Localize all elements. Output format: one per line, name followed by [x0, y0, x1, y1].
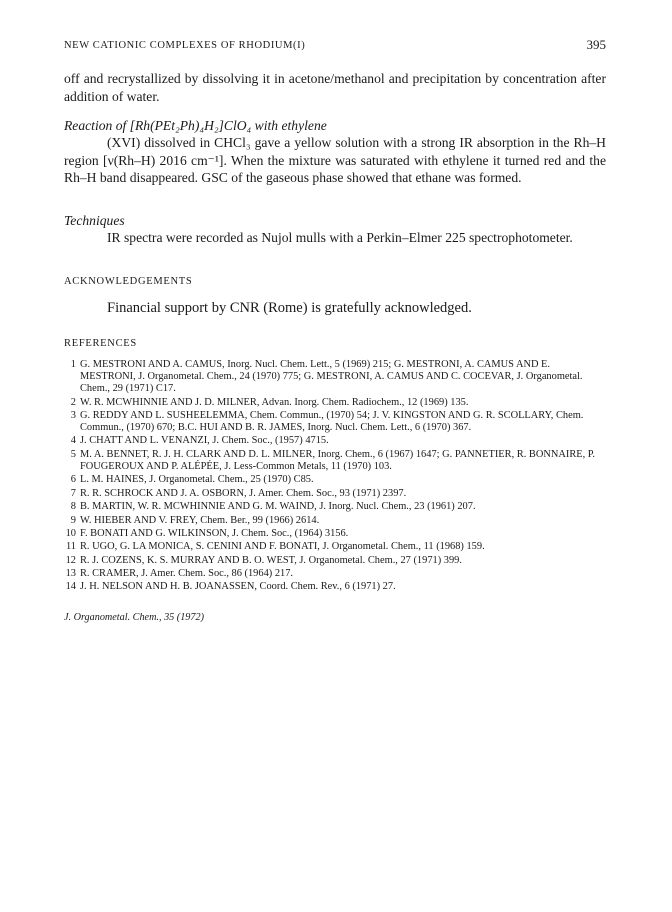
reference-item	[64, 515, 606, 527]
reference-text: J. CHATT AND L. VENANZI, J. Chem. Soc., (1957) 4715.	[80, 435, 329, 447]
reaction-paragraph: (XVI) dissolved in CHCl₃ gave a yellow solution with a strong IR absorption in the Rh–H region [ν(Rh–H) 2016 cm⁻¹]. When the mixture was saturated with ethylene it turned red and the Rh–H band disappeared. GSC of the gaseous phase showed that ethane was formed.	[64, 135, 606, 185]
intro-paragraph: off and recrystallized by dissolving it in acetone/methanol and precipitation by concentration after addition of water.	[64, 71, 606, 104]
reference-text: L. M. HAINES, J. Organometal. Chem., 25 (1970) C85.	[80, 474, 314, 486]
reference-text: G. REDDY AND L. SUSHEELEMMA, Chem. Commun., (1970) 54; J. V. KINGSTON AND G. R. SCOLLARY, Chem. Commun., (1970) 670; B.C. HUI AND B. R. JAMES, Inorg. Nucl. Chem. Lett., 6 (1970) 367.	[80, 409, 584, 434]
reference-number: 10	[65, 527, 76, 539]
running-title: NEW CATIONIC COMPLEXES OF RHODIUM(I)	[64, 40, 306, 51]
reference-text: J. H. NELSON AND H. B. JOANASSEN, Coord. Chem. Rev., 6 (1971) 27.	[80, 581, 396, 593]
reference-number: 12	[65, 554, 76, 566]
reference-number: 7	[70, 487, 76, 499]
techniques-heading: Techniques	[64, 213, 125, 228]
reference-item	[64, 541, 606, 553]
reference-item	[64, 488, 606, 500]
reference-item	[64, 410, 606, 434]
reference-item	[64, 449, 606, 473]
reference-text: W. R. MCWHINNIE AND J. D. MILNER, Advan. Inorg. Chem. Radiochem., 12 (1969) 135.	[80, 396, 469, 408]
reference-item	[64, 474, 606, 486]
journal-footer: J. Organometal. Chem., 35 (1972)	[64, 612, 204, 623]
reference-text: W. HIEBER AND V. FREY, Chem. Ber., 99 (1966) 2614.	[80, 514, 320, 526]
page-number: 395	[586, 37, 606, 52]
reference-number: 11	[65, 541, 76, 553]
reference-item	[64, 568, 606, 580]
reference-text: F. BONATI AND G. WILKINSON, J. Chem. Soc., (1964) 3156.	[80, 527, 349, 539]
reference-number: 9	[70, 514, 76, 526]
reference-text: G. MESTRONI AND A. CAMUS, Inorg. Nucl. Chem. Lett., 5 (1969) 215; G. MESTRONI, A. CAMUS AND E. MESTRONI, J. Organometal. Chem., 24 (1970) 775; G. MESTRONI, A. CAMUS AND C. COCEVAR, J. Organometal. Chem., 29 (1971) C17.	[80, 359, 583, 395]
acknowledgements-heading: ACKNOWLEDGEMENTS	[64, 276, 193, 287]
reference-item	[64, 555, 606, 567]
techniques-section	[64, 212, 606, 247]
reference-number: 1	[70, 359, 76, 370]
reaction-section	[64, 117, 606, 187]
techniques-paragraph: IR spectra were recorded as Nujol mulls with a Perkin–Elmer 225 spectrophotometer.	[107, 230, 573, 245]
reference-item	[64, 501, 606, 513]
reference-text: R. UGO, G. LA MONICA, S. CENINI AND F. BONATI, J. Organometal. Chem., 11 (1968) 159.	[80, 541, 485, 553]
acknowledgements-section	[64, 276, 606, 317]
reaction-heading: Reaction of [Rh(PEt₂Ph)₄H₂]ClO₄ with ethylene	[64, 118, 327, 133]
reference-text: R. R. SCHROCK AND J. A. OSBORN, J. Amer. Chem. Soc., 93 (1971) 2397.	[80, 487, 407, 499]
reference-item	[64, 397, 606, 409]
reference-text: M. A. BENNET, R. J. H. CLARK AND D. L. MILNER, Inorg. Chem., 6 (1967) 1647; G. PANNETIER, R. BONNAIRE, P. FOUGEROUX AND P. ALÉPÉE, J. Less-Common Metals, 11 (1970) 103.	[80, 448, 596, 472]
reference-number: 8	[70, 501, 76, 513]
references-heading: REFERENCES	[64, 338, 137, 349]
reference-number: 2	[70, 396, 76, 408]
acknowledgements-text: Financial support by CNR (Rome) is gratefully acknowledged.	[107, 300, 472, 316]
reference-item	[64, 581, 606, 593]
reference-number: 14	[65, 581, 76, 593]
reference-number: 3	[70, 409, 76, 421]
reference-number: 5	[70, 448, 76, 460]
reference-number: 4	[70, 435, 76, 447]
reference-item	[64, 528, 606, 540]
reference-item	[64, 359, 606, 395]
reference-item	[64, 435, 606, 447]
intro-paragraph-block	[64, 70, 606, 105]
journal-page	[64, 0, 606, 912]
reference-text: R. CRAMER, J. Amer. Chem. Soc., 86 (1964) 217.	[80, 568, 294, 580]
reference-number: 13	[65, 568, 76, 580]
references-list	[64, 359, 606, 594]
reference-number: 6	[70, 474, 76, 486]
reference-text: B. MARTIN, W. R. MCWHINNIE AND G. M. WAIND, J. Inorg. Nucl. Chem., 23 (1961) 207.	[80, 501, 476, 513]
references-section	[64, 338, 606, 595]
reference-text: R. J. COZENS, K. S. MURRAY AND B. O. WEST, J. Organometal. Chem., 27 (1971) 399.	[80, 554, 462, 566]
